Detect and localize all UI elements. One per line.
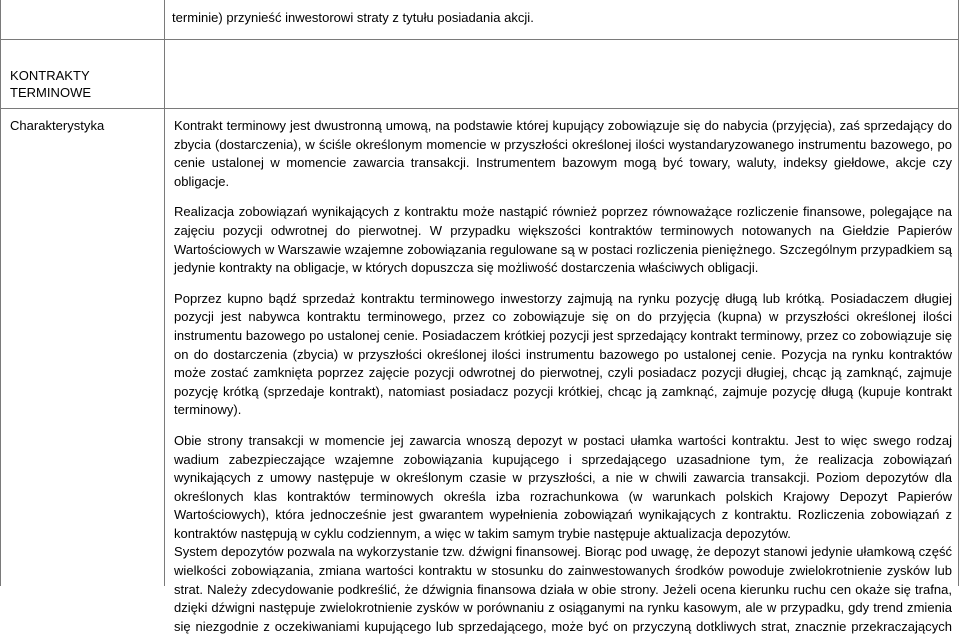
paragraph-line: dzięki dźwigni następuje zwielokrotnienie zysków w porównaniu z osiąganymi na rynku kasowym, ale w przypadku, gdy trend zmienia bbox=[174, 600, 952, 616]
paragraph-line: wadium zabezpieczające wzajemne zobowiązania kupującego i sprzedającego uzasadnione tym, że realizacja zobowiązań bbox=[174, 451, 952, 467]
paragraph-line: Obie strony transakcji w momencie jej zawarcia wnoszą depozyt w postaci ułamka wartości kontraktu. Jest to więc swego rodzaj bbox=[174, 432, 952, 448]
paragraph-spacer bbox=[174, 278, 952, 290]
table-border-left bbox=[0, 0, 1, 586]
paragraph-line: pozycję krótką (sprzedaje kontrakt), natomiast posiadacz pozycji krótkiej, chcąc ją zamknąć, zajmuje pozycję długą (kupuje kontrakt bbox=[174, 383, 952, 399]
paragraph-definition bbox=[174, 117, 952, 191]
paragraph-line: pozycji jest nabywca kontraktu terminowego, przez co zobowiązuje się on do przyjęcia (kupna) w przyszłości określonej ilości bbox=[174, 309, 952, 325]
top-row-paragraph-end: terminie) przynieść inwestorowi straty z tytułu posiadania akcji. bbox=[172, 10, 534, 25]
paragraph-line: wynikających z umowy następuje w określonym czasie w przyszłości, a nie w chwili zawarcia transakcji. Poziom depozytów dla bbox=[174, 470, 952, 486]
paragraph-line: terminowy). bbox=[174, 402, 242, 418]
paragraph-positions bbox=[174, 290, 952, 420]
table-border-right bbox=[958, 0, 959, 586]
row-label bbox=[10, 116, 104, 135]
paragraph-line: kontraktów następują w cyklu codziennym, a więc w takim samym trybie następuje aktualizacja depozytów. bbox=[174, 525, 791, 541]
paragraph-line: System depozytów pozwala na wykorzystanie tzw. dźwigni finansowej. Biorąc pod uwagę, że depozyt stanowi jedynie ułamkową część bbox=[174, 544, 952, 560]
paragraph-line: Kontrakt terminowy jest dwustronną umową, na podstawie której kupujący zobowiązuje się do nabycia (przyjęcia), zaś sprzedający do bbox=[174, 118, 952, 133]
paragraph-line: on do dostarczenia (zbycia) w przyszłości określonej ilości instrumentu bazowego po ustalonej cenie. Pozycja na rynku kontraktów bbox=[174, 346, 952, 362]
paragraph-line: zbycia (dostarczenia), w ściśle określonym momencie w przyszłości określonej ilości wystandaryzowanego instrumentu bazowego, po bbox=[174, 136, 952, 152]
paragraph-line: się niezgodnie z oczekiwaniami kupującego lub sprzedającego, może być on przyczyną dotkliwych strat, znacznie przekraczających bbox=[174, 618, 952, 634]
paragraph-line: może zostać zamknięta poprzez zajęcie pozycji odwrotnej do pierwotnej, czyli posiadacz pozycji długiej, chcąc ją zamknąć, zajmuje bbox=[174, 365, 952, 381]
paragraph-line: wielkości zobowiązania, zmiana wartości kontraktu w stosunku do zainwestowanych środków powoduje zwielokrotnienie zysków lub bbox=[174, 563, 952, 579]
paragraph-line: strat. Należy zdecydowanie podkreślić, że dźwignia finansowa działa w obie strony. Jeżeli ocena kierunku ruchu cen okaże się trafna, bbox=[174, 581, 952, 597]
paragraph-margin bbox=[174, 432, 952, 636]
paragraph-line: zajęciu pozycji odwrotnej do pierwotnej. W przypadku większości kontraktów terminowych notowanych na Giełdzie Papierów bbox=[174, 222, 952, 238]
section-title-line-1: KONTRAKTY bbox=[10, 68, 90, 83]
paragraph-line: Wartościowych), która jednocześnie jest gwarantem wypełnienia zobowiązań wynikających z kontraktu. Rozliczenia zobowiązań z bbox=[174, 507, 952, 523]
table-row-divider-top bbox=[0, 39, 959, 40]
section-title bbox=[10, 67, 91, 101]
paragraph-line: jedynie kontrakty na obligacje, w których dopuszcza się możliwość dostarczenia właściwych obligacji. bbox=[174, 260, 759, 276]
paragraph-line: określonych klas kontraktów terminowych określa izba rozrachunkowa (w warunkach polskich Krajowy Depozyt Papierów bbox=[174, 488, 952, 504]
paragraph-line: Poprzez kupno bądź sprzedaż kontraktu terminowego inwestorzy zajmują na rynku pozycję długą lub krótką. Posiadaczem długiej bbox=[174, 290, 952, 306]
top-row-text bbox=[172, 8, 534, 27]
paragraph-settlement bbox=[174, 203, 952, 277]
table-column-divider bbox=[164, 0, 165, 586]
section-title-line-2: TERMINOWE bbox=[10, 85, 92, 100]
paragraph-line: cenie ustalonej w momencie zawarcia transakcji. Instrumentem bazowym mogą być towary, waluty, indeksy giełdowe, akcje czy bbox=[174, 155, 952, 171]
paragraph-line: Wartościowych w Warszawie wzajemne zobowiązania regulowane są w postaci rozliczenia pieniężnego. Szczególnym przypadkiem są bbox=[174, 241, 952, 257]
row-content bbox=[174, 117, 952, 636]
paragraph-line: instrumentu bazowego po ustalonej cenie. Posiadaczem krótkiej pozycji jest sprzedający kontrakt terminowy, przez co zobowiązuje się bbox=[174, 327, 952, 343]
paragraph-line: Realizacja zobowiązań wynikających z kontraktu może nastąpić również poprzez równoważące rozliczenie finansowe, polegające na bbox=[174, 204, 952, 220]
paragraph-spacer bbox=[174, 420, 952, 432]
paragraph-line: obligacje. bbox=[174, 173, 230, 189]
table-row-divider-section bbox=[0, 108, 959, 109]
row-label-text: Charakterystyka bbox=[10, 118, 105, 133]
paragraph-spacer bbox=[174, 191, 952, 203]
